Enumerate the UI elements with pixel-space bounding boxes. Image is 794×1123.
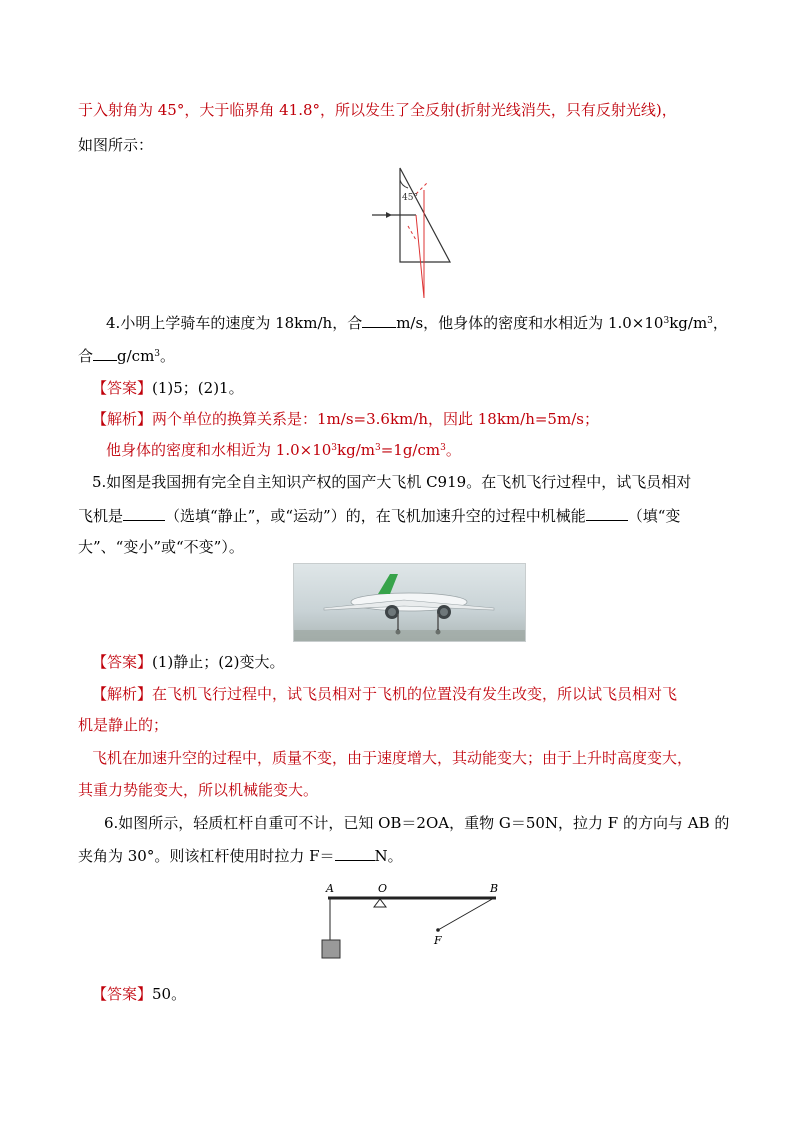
q4-text-5: 合 [78,347,94,365]
q4-exp2-d: 。 [445,441,461,459]
q5-text-c: （填“变 [627,507,681,525]
force-point [436,928,440,932]
q5-blank-2[interactable] [586,506,628,521]
q4-text-6: g/cm [117,347,155,365]
intro-line-1: 于入射角为 45°，大于临界角 41.8°，所以发生了全反射(折射光线消失，只有反射光线)， [78,101,677,119]
explanation-tag: 【解析】 [92,410,153,428]
tail-fin [378,574,398,594]
label-b: B [490,882,499,895]
q4-answer-text: (1)5；(2)1。 [152,379,244,397]
fulcrum [374,899,386,907]
q4-exp2-sup1: 3 [331,443,338,453]
q5-line-1: 5.如图是我国拥有完全自主知识产权的国产大飞机 C919。在飞机飞行过程中，试飞员相对 [92,473,692,491]
q6-answer-text: 50。 [152,985,187,1003]
q4-explanation-2 [106,439,461,461]
normal-line-lower [408,226,416,240]
q6-blank[interactable] [335,846,375,861]
q5-blank-1[interactable] [123,506,165,521]
q6-line-2 [78,845,403,867]
q5-explanation-text-1: 在飞机飞行过程中，试飞员相对于飞机的位置没有发生改变，所以试飞员相对飞 [152,685,678,703]
q4-answer [92,377,244,399]
angle-label: 45° [402,193,418,203]
answer-tag: 【答案】 [92,653,153,671]
q5-line-3: 大”、“变小”或“不变”）。 [78,538,244,556]
answer-tag: 【答案】 [92,985,153,1003]
q4-text-2: m/s，他身体的密度和水相近为 1.0×10 [396,314,664,332]
explanation-tag: 【解析】 [92,685,153,703]
q4-exp2-sup3: 3 [440,443,446,453]
ground [294,630,525,641]
prism-reflection-figure [362,160,462,300]
answer-tag: 【答案】 [92,379,153,397]
q4-text-7: 。 [160,347,176,365]
weight-block [322,940,340,958]
q4-sup-2: 3 [707,316,713,326]
q4-line-2 [78,345,175,367]
q5-explanation-4: 其重力势能变大，所以机械能变大。 [78,781,319,799]
q4-text-4: ， [712,314,728,332]
q6-text-a: 夹角为 30°。则该杠杆使用时拉力 F＝ [78,847,335,865]
q4-exp2-b: kg/m [337,441,375,459]
q5-answer [92,651,285,673]
label-f: F [434,934,442,947]
incident-arrow [386,212,392,218]
q5-answer-text: (1)静止；(2)变大。 [152,653,285,671]
q4-exp2-a: 他身体的密度和水相近为 1.0×10 [106,441,332,459]
lever-figure [318,878,504,966]
q5-line-2 [78,505,680,527]
q5-text-a: 飞机是 [78,507,124,525]
q4-exp2-sup2: 3 [374,443,381,453]
q4-blank-2[interactable] [93,346,117,361]
reflected-ray [416,215,424,298]
q4-exp2-c: =1g/cm [380,441,441,459]
airplane-photo [293,563,526,642]
q4-number: 4. [106,314,121,332]
label-o: O [378,882,388,895]
q5-text-b: （选填“静止”，或“运动”）的，在飞机加速升空的过程中机械能 [165,507,586,525]
q4-sup-3: 3 [154,349,161,359]
q4-explanation-1 [92,408,599,430]
q6-text-b: N。 [374,847,403,865]
q5-explanation-1 [92,683,677,705]
prism-diagram [362,160,462,300]
q5-explanation-3: 飞机在加速升空的过程中，质量不变，由于速度增大，其动能变大；由于上升时高度变大， [92,749,693,767]
q6-answer [92,983,186,1005]
force-line [438,898,494,930]
q6-line-1: 6.如图所示，轻质杠杆自重可不计，已知 OB＝2OA，重物 G＝50N，拉力 F 的方向与 AB 的 [104,814,730,832]
q4-blank-1[interactable] [362,313,396,328]
q4-line-1 [106,312,728,334]
lever-diagram [318,878,504,966]
q4-text-3: kg/m [669,314,708,332]
q5-explanation-2: 机是静止的； [78,716,169,734]
intro-line-2: 如图所示： [78,136,154,154]
airplane-illustration [294,564,525,641]
q4-explanation-text-1: 两个单位的换算关系是：1m/s=3.6km/h，因此 18km/h=5m/s； [152,410,599,428]
q4-sup-1: 3 [663,316,670,326]
label-a: A [326,882,334,895]
q4-text-1: 小明上学骑车的速度为 18km/h，合 [120,314,363,332]
